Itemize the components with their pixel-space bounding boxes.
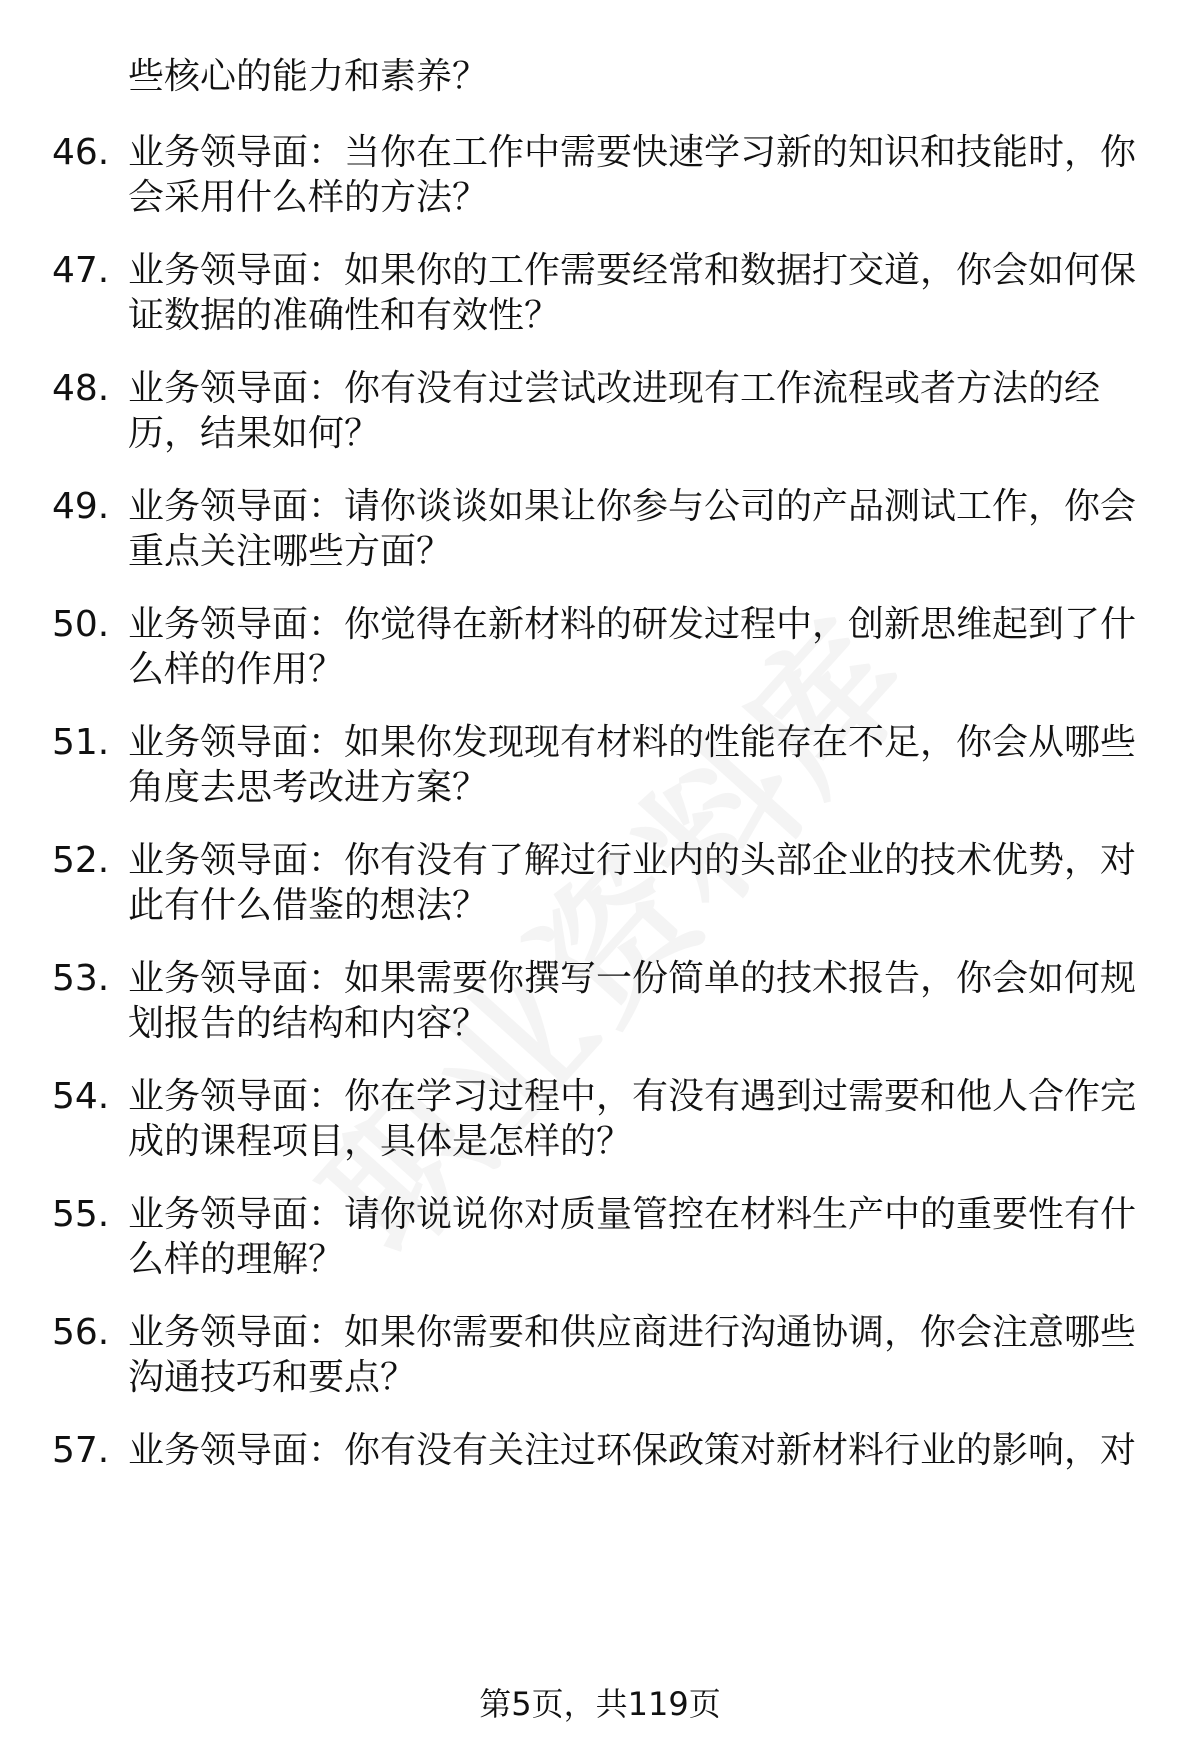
question-text: 业务领导面：当你在工作中需要快速学习新的知识和技能时，你: [128, 132, 1137, 173]
question-number: 56.: [52, 1312, 110, 1353]
question-text: 业务领导面：如果你的工作需要经常和数据打交道，你会如何保: [128, 250, 1137, 291]
question-text-continued: 成的课程项目，具体是怎样的？: [128, 1121, 633, 1162]
question-text: 业务领导面：请你谈谈如果让你参与公司的产品测试工作，你会: [128, 486, 1137, 527]
question-text: 业务领导面：你有没有了解过行业内的头部企业的技术优势，对: [128, 840, 1137, 881]
question-text-continued: 会采用什么样的方法？: [128, 177, 489, 218]
question-text: 业务领导面：如果需要你撰写一份简单的技术报告，你会如何规: [128, 958, 1137, 999]
question-text-continued: 沟通技巧和要点？: [128, 1357, 417, 1398]
question-number: 52.: [52, 840, 110, 881]
question-text: 业务领导面：你有没有关注过环保政策对新材料行业的影响，对: [128, 1430, 1137, 1471]
question-number: 48.: [52, 368, 110, 409]
question-text-continued: 历，结果如何？: [128, 413, 381, 454]
question-text-continued: 划报告的结构和内容？: [128, 1003, 489, 1044]
question-text-continued: 此有什么借鉴的想法？: [128, 885, 489, 926]
question-text: 业务领导面：如果你发现现有材料的性能存在不足，你会从哪些: [128, 722, 1137, 763]
question-number: 50.: [52, 604, 110, 645]
question-text: 业务领导面：你在学习过程中，有没有遇到过需要和他人合作完: [128, 1076, 1137, 1117]
question-text: 业务领导面：你有没有过尝试改进现有工作流程或者方法的经: [128, 368, 1101, 409]
question-text-continued: 角度去思考改进方案？: [128, 767, 489, 808]
continuation-text: 些核心的能力和素养？: [128, 56, 489, 97]
question-text-continued: 么样的作用？: [128, 649, 345, 690]
question-number: 47.: [52, 250, 110, 291]
question-text-continued: 证数据的准确性和有效性？: [128, 295, 561, 336]
question-number: 57.: [52, 1430, 110, 1471]
question-text: 业务领导面：如果你需要和供应商进行沟通协调，你会注意哪些: [128, 1312, 1137, 1353]
question-number: 53.: [52, 958, 110, 999]
question-number: 55.: [52, 1194, 110, 1235]
question-number: 51.: [52, 722, 110, 763]
question-number: 54.: [52, 1076, 110, 1117]
question-text-continued: 重点关注哪些方面？: [128, 531, 453, 572]
question-text-continued: 么样的理解？: [128, 1239, 345, 1280]
page-footer: 第5页，共119页: [479, 1685, 721, 1723]
question-text: 业务领导面：请你说说你对质量管控在材料生产中的重要性有什: [128, 1194, 1137, 1235]
question-number: 46.: [52, 132, 110, 173]
question-text: 业务领导面：你觉得在新材料的研发过程中，创新思维起到了什: [128, 604, 1137, 645]
question-number: 49.: [52, 486, 110, 527]
